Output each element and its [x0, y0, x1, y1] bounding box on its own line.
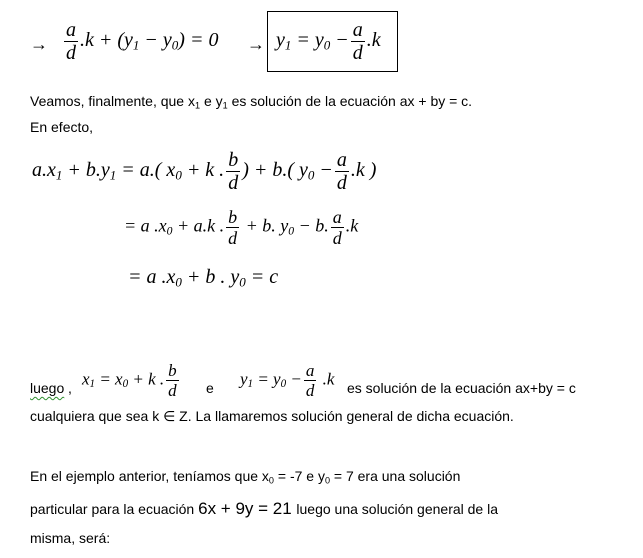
subscript: 0 — [307, 167, 315, 183]
arrow-icon: → — [247, 34, 265, 54]
fraction-denominator: d — [168, 381, 177, 400]
text: luego una solución general de la — [296, 501, 499, 517]
eq-text: + b.y — [62, 159, 110, 182]
subscript: 0 — [175, 167, 182, 183]
fraction-denominator: d — [336, 172, 347, 194]
subscript: 0 — [239, 274, 246, 290]
equation-line-3 — [128, 266, 278, 289]
subscript: 0 — [288, 224, 295, 238]
eq-text: = a .x — [124, 215, 167, 236]
fraction-denominator: d — [66, 42, 76, 64]
fraction-a-over-d — [64, 20, 78, 63]
paragraph-line — [30, 468, 460, 484]
text: Veamos, finalmente, que x — [30, 93, 195, 109]
eq-text: .k — [366, 29, 381, 52]
subscript: 0 — [324, 475, 331, 486]
paragraph-line: misma, será: — [30, 530, 111, 546]
fraction — [304, 362, 317, 399]
subscript: 0 — [323, 37, 331, 53]
fraction-denominator: d — [228, 228, 238, 248]
subscript: 1 — [247, 378, 254, 391]
conjunction-e: e — [206, 380, 214, 396]
eq-text: y — [276, 29, 285, 52]
fraction-numerator: a — [352, 19, 363, 41]
subscript: 1 — [132, 37, 140, 53]
subscript: 0 — [166, 224, 173, 238]
fraction-a-over-d — [351, 20, 365, 63]
subscript: 1 — [284, 37, 292, 53]
fraction-denominator: d — [305, 381, 315, 400]
eq-text: ) + b.( y — [242, 159, 308, 182]
fraction-numerator: b — [168, 361, 177, 380]
paragraph-line: cualquiera que sea k ∈ Z. La llamaremos solución general de dicha ecuación. — [30, 408, 514, 424]
fraction — [226, 150, 240, 193]
fraction-numerator: a — [305, 361, 315, 380]
boxed-equation — [276, 20, 381, 63]
eq-text: − — [314, 159, 333, 182]
subscript: 1 — [109, 167, 117, 183]
eq-text: .k + (y — [80, 29, 133, 52]
eq-text: + b. y — [241, 215, 289, 236]
arrow-icon: → — [30, 34, 48, 54]
eq-text: − y — [139, 29, 172, 52]
eq-text: = y — [253, 369, 281, 389]
eq-text: = a .x — [128, 266, 176, 288]
equation-inline: 6x + 9y = 21 — [198, 499, 297, 518]
eq-text: y — [240, 369, 248, 389]
eq-text: a.x — [32, 159, 56, 182]
eq-text: = y — [291, 29, 324, 52]
subscript: 1 — [195, 100, 201, 111]
subscript: 0 — [122, 378, 129, 391]
eq-text: ) = 0 — [178, 29, 219, 52]
subscript: 0 — [280, 378, 287, 391]
eq-text: .k — [318, 369, 335, 389]
eq-text: + k . — [128, 369, 165, 389]
eq-text: − — [286, 369, 302, 389]
eq-text: + a.k . — [172, 215, 225, 236]
subscript: 1 — [55, 167, 63, 183]
fraction-numerator: b — [228, 207, 238, 227]
eq-text: .k ) — [350, 159, 377, 182]
fraction — [226, 208, 239, 247]
fraction — [335, 150, 349, 193]
comma: , — [68, 380, 72, 396]
subscript: 0 — [268, 475, 274, 486]
top-equation — [62, 20, 218, 63]
eq-text: = x — [95, 369, 123, 389]
paragraph-line — [30, 499, 498, 519]
text: = -7 e y — [273, 468, 325, 484]
paragraph-line: es solución de la ecuación ax+by = c — [347, 380, 576, 396]
fraction-numerator: a — [332, 207, 342, 227]
y1-formula — [240, 362, 334, 399]
fraction-numerator: a — [66, 19, 76, 41]
paragraph-line — [30, 93, 472, 109]
eq-text: − b. — [294, 215, 329, 236]
fraction — [166, 362, 179, 399]
eq-text: = a.( x — [116, 159, 176, 182]
eq-text: − — [330, 29, 349, 52]
fraction-numerator: a — [336, 149, 347, 171]
text: es solución de la ecuación ax + by = c. — [227, 93, 473, 109]
x1-formula — [82, 362, 181, 399]
subscript: 0 — [171, 37, 179, 53]
paragraph-line: En efecto, — [30, 119, 94, 135]
luego-word: luego — [30, 380, 65, 396]
text: = 7 era una solución — [330, 468, 461, 484]
equation-line-1 — [32, 150, 376, 193]
subscript: 0 — [175, 274, 182, 290]
eq-text: .k — [345, 215, 359, 236]
fraction-denominator: d — [228, 172, 239, 194]
eq-text: = c — [245, 266, 279, 288]
fraction-denominator: d — [352, 42, 363, 64]
subscript: 1 — [89, 378, 96, 391]
eq-text: x — [82, 369, 90, 389]
text: e y — [200, 93, 223, 109]
subscript: 1 — [222, 100, 228, 111]
eq-text: + b . y — [181, 266, 240, 288]
eq-text: + k . — [181, 159, 225, 182]
fraction-numerator: b — [228, 149, 239, 171]
fraction-denominator: d — [332, 228, 342, 248]
equation-line-2 — [124, 208, 358, 247]
fraction — [331, 208, 344, 247]
text: En el ejemplo anterior, teníamos que x — [30, 468, 269, 484]
text: particular para la ecuación — [30, 501, 199, 517]
